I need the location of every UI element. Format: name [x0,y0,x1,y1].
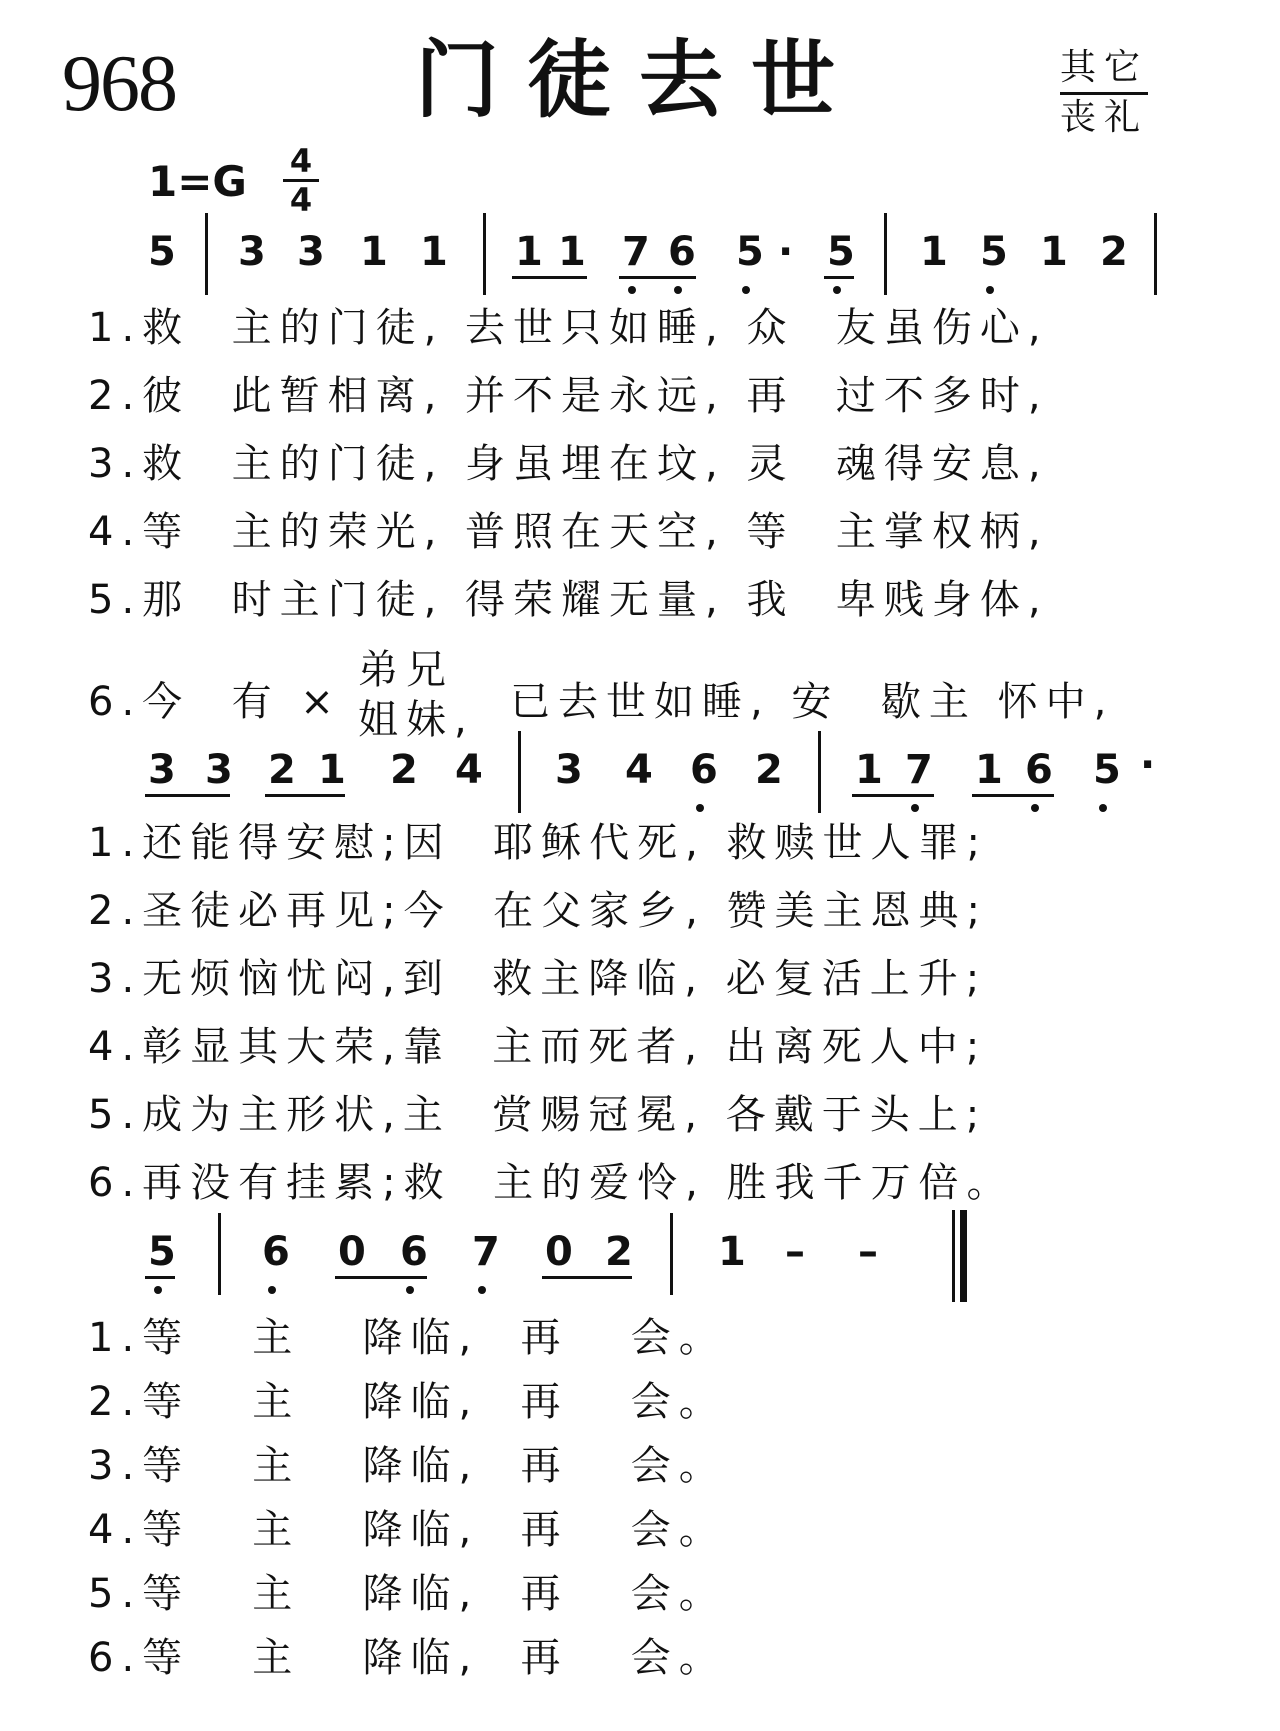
lyric-verse-3: 3.救 主的门徒, 身虽埋在坟, 灵 魂得安息, [88,441,1049,487]
note: 5 [736,229,764,275]
note: 1 [515,229,543,275]
note: 1 [420,229,448,275]
note: 5 [827,229,855,275]
note: 1 [558,229,586,275]
low-octave-dot [268,1286,276,1294]
beam [512,276,587,279]
lyric-verse-1: 1.救 主的门徒, 去世只如睡, 众 友虽伤心, [88,305,1049,351]
low-octave-dot [911,804,919,812]
note: 7 [905,747,933,793]
note: 3 [297,229,325,275]
note: 5 [148,1229,176,1275]
note: 6 [400,1229,428,1275]
beam [619,276,696,279]
note: 1 [975,747,1003,793]
lyric-verse-5: 5.那 时主门徒, 得荣耀无量, 我 卑贱身体, [88,577,1049,623]
note: 4 [455,747,483,793]
low-octave-dot [986,286,994,294]
note: 4 [625,747,653,793]
dash: – [858,1229,878,1275]
note: 6 [690,747,718,793]
note: 3 [555,747,583,793]
note: 2 [755,747,783,793]
low-octave-dot [628,286,636,294]
note: 1 [318,747,346,793]
note: 1 [1040,229,1068,275]
note: 1 [920,229,948,275]
time-signature [283,142,319,219]
note: 3 [205,747,233,793]
note: 0 [545,1229,573,1275]
note: 2 [1100,229,1128,275]
bar-line [205,213,208,295]
note: 1 [360,229,388,275]
low-octave-dot [406,1286,414,1294]
note: 5 [980,229,1008,275]
bar-line [1154,213,1157,295]
bar-line [518,731,521,813]
dotted-note-dot: · [1140,742,1156,788]
low-octave-dot [833,286,841,294]
lyric-verse-6-stack [358,645,475,745]
low-octave-dot [674,286,682,294]
lyric-verse-6: 6.等 主 降临, 再 会。 [88,1635,727,1681]
bar-line [670,1213,673,1295]
bar-line [818,731,821,813]
beam [852,794,934,797]
lyric-verse-4: 4.等 主 降临, 再 会。 [88,1507,727,1553]
note: 2 [268,747,296,793]
note: 7 [622,229,650,275]
lyric-verse-3: 3.等 主 降临, 再 会。 [88,1443,727,1489]
note: 7 [472,1229,500,1275]
dotted-note-dot: · [778,229,794,275]
hymn-number: 968 [62,40,176,128]
lyric-verse-1: 1.还能得安慰;因 耶稣代死, 救赎世人罪; [88,820,988,866]
lyric-verse-2: 2.等 主 降临, 再 会。 [88,1379,727,1425]
beam [824,276,854,279]
beam [145,1276,175,1279]
lyric-verse-5: 5.成为主形状,主 赏赐冠冕, 各戴于头上; [88,1092,988,1138]
beam [972,794,1054,797]
low-octave-dot [742,286,750,294]
stack-top: 弟兄 [358,647,454,693]
key-signature: 1=G [148,157,247,206]
note: 1 [718,1229,746,1275]
note: 2 [605,1229,633,1275]
dash: – [785,1229,805,1275]
bar-line [218,1213,221,1295]
lyric-verse-4: 4.彰显其大荣,靠 主而死者, 出离死人中; [88,1024,988,1070]
note: 1 [855,747,883,793]
note: 3 [238,229,266,275]
lyric-verse-4: 4.等 主的荣光, 普照在天空, 等 主掌权柄, [88,509,1049,555]
note: 2 [390,747,418,793]
beam [542,1276,632,1279]
note: 3 [148,747,176,793]
lyric-verse-3: 3.无烦恼忧闷,到 救主降临, 必复活上升; [88,956,988,1002]
note: 6 [1025,747,1053,793]
lyric-verse-1: 1.等 主 降临, 再 会。 [88,1315,727,1361]
low-octave-dot [696,804,704,812]
final-bar-thin [952,1210,955,1302]
beam [335,1276,427,1279]
lyric-verse-5: 5.等 主 降临, 再 会。 [88,1571,727,1617]
low-octave-dot [478,1286,486,1294]
note: 6 [262,1229,290,1275]
note: 0 [338,1229,366,1275]
note: 6 [668,229,696,275]
bar-line [483,213,486,295]
lyric-verse-2: 2.圣徒必再见;今 在父家乡, 赞美主恩典; [88,888,988,934]
low-octave-dot [1031,804,1039,812]
final-bar-thick [960,1210,967,1302]
bar-line [884,213,887,295]
subcategory-label: 丧礼 [1060,97,1149,138]
lyric-verse-6-prefix: 6.今 有 × [88,679,342,725]
lyric-verse-6-suffix: 已去世如睡, 安 歇主 怀中, [510,679,1115,725]
stack-bottom: 姐妹, [358,697,475,743]
note: 5 [148,229,176,275]
time-signature-denominator: 4 [289,181,313,219]
category-label: 其它 [1060,50,1148,95]
lyric-verse-6: 6.再没有挂累;救 主的爱怜, 胜我千万倍。 [88,1160,1015,1206]
note: 5 [1093,747,1121,793]
time-signature-numerator: 4 [283,145,319,182]
beam [265,794,345,797]
hymn-title: 门徒去世 [415,31,864,129]
low-octave-dot [154,1286,162,1294]
lyric-verse-2: 2.彼 此暂相离, 并不是永远, 再 过不多时, [88,373,1049,419]
low-octave-dot [1099,804,1107,812]
beam [145,794,230,797]
